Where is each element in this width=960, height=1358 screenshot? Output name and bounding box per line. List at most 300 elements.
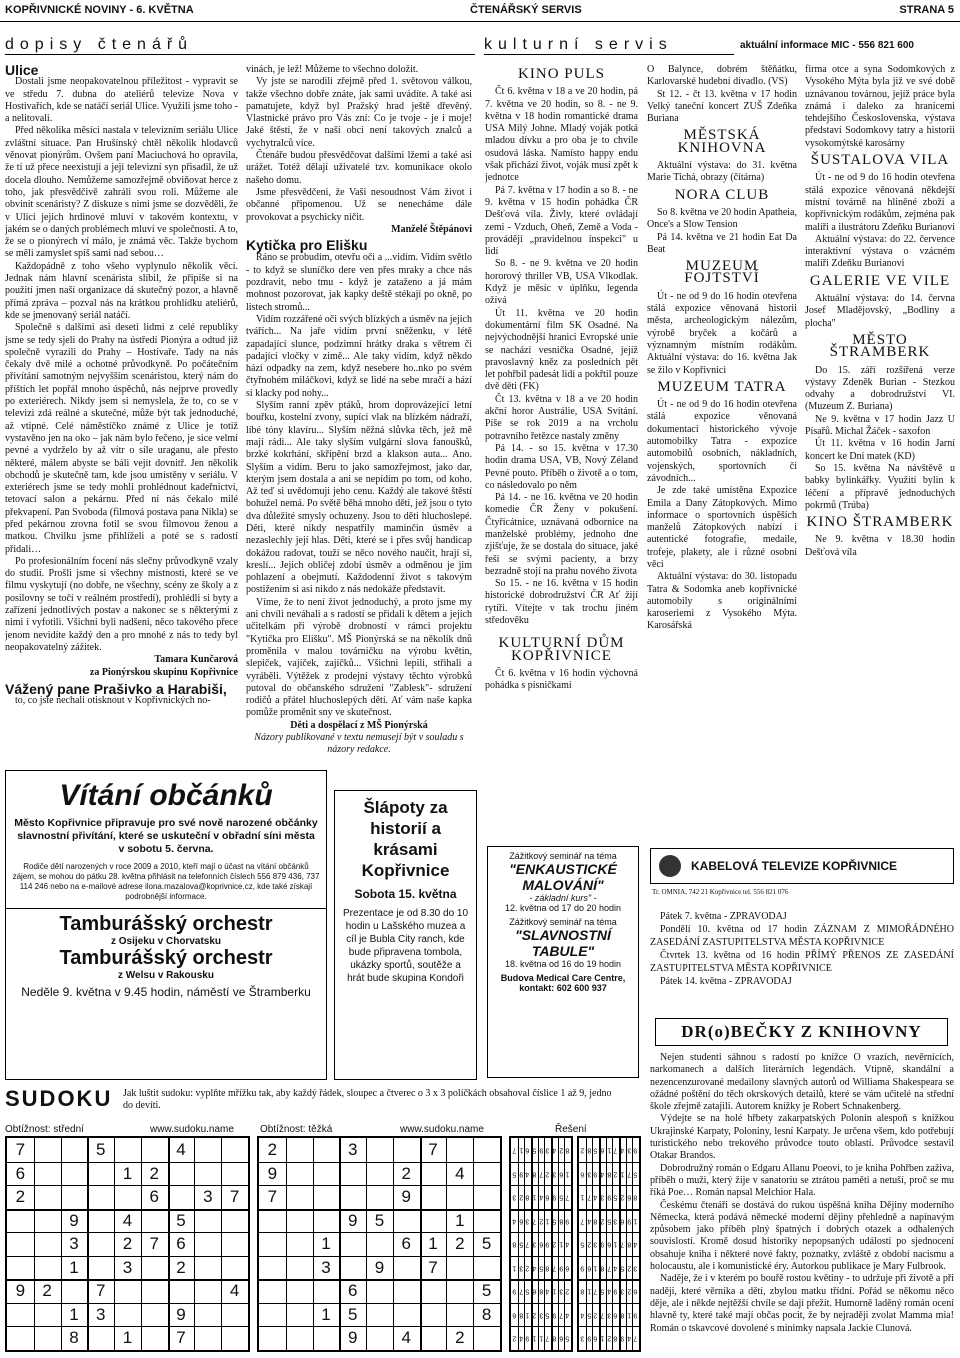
header-right: STRANA 5 bbox=[899, 4, 954, 16]
sudoku-cell: 8 bbox=[607, 1170, 611, 1178]
sudoku-cell: 4 bbox=[552, 1146, 557, 1154]
sudoku-cell: 6 bbox=[613, 1311, 618, 1319]
sudoku-cell: 3 bbox=[545, 1146, 550, 1154]
sudoku-cell: 2 bbox=[176, 1257, 186, 1277]
program-item: Pá 7. května v 17 hodin a so 8. - ne 9. května v 15 hodin pohádka ČR Dešťová víla. Živly, které ovládají zemi - Vzduch, Oheň, Země a Voda - provádějí „pravidelnou inspekci" u lidí bbox=[485, 184, 638, 258]
sudoku-cell: 2 bbox=[42, 1281, 52, 1301]
sudoku-cell: 4 bbox=[176, 1140, 186, 1159]
letter-signature-org: za Pionýrskou skupinu Kopřivnice bbox=[89, 666, 238, 678]
drobecky-paragraph: Dobrodružný román o Edgaru Allanu Poeovi, to je kniha Pohřben zaživa, příběh o muži, který žije v sanatoriu se ztrátou paměti a netuší, proč se mu říká Poe… Román napsal Melchior Hala. bbox=[650, 1162, 954, 1199]
tambura-origin-2: z Welsu v Rakousku bbox=[118, 970, 214, 981]
sudoku-cell: 4 bbox=[627, 1334, 631, 1342]
sudoku-cell: 7 bbox=[428, 1257, 438, 1277]
sudoku-cell: 9 bbox=[374, 1257, 385, 1277]
sudoku-cell: 8 bbox=[633, 1193, 638, 1201]
sudoku-cell: 4 bbox=[229, 1281, 240, 1301]
vila-title: ŠUSTALOVA VILA bbox=[810, 152, 950, 169]
sudoku-cell: 3 bbox=[627, 1146, 631, 1154]
sudoku-cell: 3 bbox=[593, 1240, 598, 1248]
sudoku-cell: 2 bbox=[552, 1240, 557, 1248]
tambura-origin-1: z Osijeku v Chorvatsku bbox=[110, 936, 222, 947]
slapoty-title: Šlápoty za historií a krásami Kopřivnice bbox=[361, 798, 450, 880]
sudoku-cell: 3 bbox=[539, 1311, 543, 1319]
sudoku-cell: 5 bbox=[593, 1146, 598, 1154]
letter-paragraph: Vy jste se narodili zřejmě před 1. světovou válkou, takže všechno dobře znáte, jak sami uvádíte. A také asi pamatujete, když byl Pražský hrad ještě dřevěný. Vlastnické právo pro Vás zní: Co je tvoje - je i moje! Jaké štěstí, že v naší obci není takových znalců a vychytralců více. bbox=[246, 76, 472, 149]
vitani-subtitle: Město Kopřivnice připravuje pro své nově narozené občánky slavnostní přivítání, které se uskuteční v obřadní síni města v sobotu 5. června. bbox=[14, 817, 318, 855]
sudoku-cell: 9 bbox=[539, 1146, 543, 1154]
sudoku-cell: 6 bbox=[620, 1217, 625, 1225]
sudoku-instructions: Jak luštit sudoku: vyplňte mřížku tak, aby každý řádek, sloupec a čtverec o 3 x 3 políčkách obsahoval číslice 1 až 9, jedno do devíti. bbox=[123, 1088, 612, 1111]
sudoku-cell: 6 bbox=[633, 1287, 638, 1295]
sudoku-1-site: www.sudoku.name bbox=[150, 1124, 234, 1135]
program-item: Út 11. května v 16 hodin Jarní koncert ke Dni matek (KD) bbox=[805, 438, 955, 462]
sudoku-cell: 6 bbox=[15, 1163, 26, 1183]
sudoku-cell: 8 bbox=[620, 1311, 625, 1319]
sudoku-cell: 1 bbox=[627, 1311, 631, 1319]
sudoku-cell: 9 bbox=[633, 1311, 638, 1319]
sudoku-cell: 6 bbox=[580, 1170, 585, 1178]
seminar-label-2: Zážitkový seminář na téma bbox=[509, 917, 617, 927]
sudoku-cell: 1 bbox=[519, 1146, 523, 1154]
services-column-3 bbox=[805, 64, 955, 814]
sudoku-cell: 5 bbox=[95, 1140, 106, 1159]
sudoku-cell: 1 bbox=[512, 1264, 517, 1272]
sudoku-cell: 4 bbox=[519, 1334, 523, 1342]
program-item: Ne 9. května v 17 hodin Jazz U Písařů. Michal Žáček - saxofon bbox=[805, 413, 955, 438]
letter-signature: Manželé Štěpánovi bbox=[391, 223, 472, 235]
sudoku-cell: 9 bbox=[267, 1163, 278, 1183]
sudoku-cell: 9 bbox=[587, 1334, 591, 1342]
sudoku-grid-medium[interactable] bbox=[5, 1136, 250, 1352]
sudoku-cell: 6 bbox=[627, 1193, 631, 1201]
sudoku-cell: 1 bbox=[633, 1217, 638, 1225]
header-center: ČTENÁŘSKÝ SERVIS bbox=[470, 4, 582, 16]
sudoku-title: SUDOKU bbox=[5, 1086, 113, 1111]
seminar-title-2: "SLAVNOSTNÍ TABULE" bbox=[515, 927, 611, 959]
sudoku-cell: 9 bbox=[593, 1170, 598, 1178]
sudoku-cell: 2 bbox=[532, 1311, 537, 1319]
sudoku-cell: 6 bbox=[593, 1334, 598, 1342]
program-item: So 15. - ne 16. května v 15 hodin historické dobrodružství ČR Ať žijí rytíři. Vítejte v tak trochu jiném středověku bbox=[485, 578, 638, 627]
sudoku-cell: 6 bbox=[519, 1217, 523, 1225]
letter-paragraph: Jsme přesvědčeni, že Vaši nesoudnost Vám život i občanné připomenou. Už se nenecháme dále provokovat a psychicky ničit. bbox=[246, 186, 472, 223]
sudoku-cell: 4 bbox=[633, 1240, 638, 1248]
sudoku-cell: 2 bbox=[587, 1240, 591, 1248]
sudoku-cell: 6 bbox=[149, 1187, 159, 1207]
sudoku-cell: 3 bbox=[69, 1234, 79, 1254]
program-item: firma otce a syna Sodomkových z Vysokého Mýta byla již ve své době uznávanou továrnou, jejíž práce byla známá i daleko za hranicemi tehdejšího Československa, výstava představí Sodomkovy tatry a historii vysokomýtské karosárny bbox=[805, 64, 955, 149]
sudoku-cell: 4 bbox=[613, 1264, 618, 1272]
sudoku-cell: 7 bbox=[95, 1281, 106, 1301]
program-item: Út - ne od 9 do 16 hodin otevřena stálá expozice věnovaná historii města, archeologickým nálezům, výrobě bryček a kočárů a významným místním rodákům. Aktuální výstava: do 16. května Jak se žilo v Kopřivnici bbox=[647, 290, 797, 376]
sudoku-cell: 1 bbox=[565, 1170, 570, 1178]
sudoku-cell: 6 bbox=[565, 1264, 570, 1272]
sudoku-cell: 4 bbox=[620, 1146, 625, 1154]
sudoku-cell: 3 bbox=[519, 1264, 523, 1272]
program-item: Aktuální výstava: do 30. listopadu Tatra & Sodomka aneb kopřivnické automobily s originálními karoseriemi z Vysokého Mýta. Karosářská bbox=[647, 571, 797, 632]
sudoku-cell: 5 bbox=[600, 1287, 605, 1295]
fojtstvi-title: MUZEUM FOJTSTVÍ bbox=[684, 258, 760, 287]
ad-vitani-obcanku bbox=[5, 770, 327, 1080]
sudoku-cell: 8 bbox=[525, 1193, 530, 1201]
sudoku-cell: 6 bbox=[545, 1193, 550, 1201]
program-item: Aktuální výstava: do 14. června Josef Mladějovský, „Bodliny a plocha" bbox=[805, 293, 955, 329]
sudoku-cell: 6 bbox=[532, 1287, 537, 1295]
sudoku-cell: 8 bbox=[69, 1328, 79, 1348]
sudoku-cell: 1 bbox=[552, 1287, 557, 1295]
sudoku-cell: 6 bbox=[600, 1146, 605, 1154]
sudoku-2-difficulty: Obtížnost: těžká bbox=[260, 1124, 333, 1135]
sudoku-cell: 6 bbox=[347, 1281, 358, 1301]
services-column-2 bbox=[647, 64, 797, 842]
sudoku-cell: 8 bbox=[587, 1146, 591, 1154]
letter-heading-3: Kytička pro Elišku bbox=[246, 237, 368, 254]
sudoku-cell: 1 bbox=[580, 1193, 585, 1201]
letter-paragraph: Slyším ranní zpěv ptáků, hrom doprovázející letní bouřku, kostelní zvony, supící vlak na blízkém nádraží, líbé tóny klavíru... Slyším něžná slůvka těch, jež mě mají rádi... Ale taky slyším vulgární slova fanoušků, brzké kokrhání, skřípění brzd a klakson auta... Ano. Slyším a vidím. Beru to jako samozřejmost, jako dar, kterým jsem dostala a ani se nepídím po tom, od koho. Až teď si uvědomuji jeho cenu. Každý ale takové štěstí bohužel nemá. Po světě běhá mnoho dětí, jež jsou o tyto dva důležité smysly ochuzeny. Jsou to děti hluchoslepé. Děti, které nikdy nespatřily maminčin úsměv a nezaslechly její hlas. Děti, které se i přes svůj handicap dokážou radovat, touží se něco nového naučit, hrají si, kreslí... Jejich obličej zdobí úsměv a odměnou je jim pohlazení a obejmutí. Každodenní život s takovým postižením si asi nikdo z nás nedokáže představit. bbox=[246, 400, 472, 596]
program-item: Pá 14. - so 15. května v 17.30 hodin drama USA, VB, Nový Zéland Pevné pouto. Příběh o životě a o tom, co následovalo po něm bbox=[485, 442, 638, 491]
sudoku-cell: 3 bbox=[607, 1311, 611, 1319]
sudoku-grid-hard[interactable] bbox=[257, 1136, 502, 1352]
sudoku-cell: 3 bbox=[525, 1217, 530, 1225]
sudoku-cell: 8 bbox=[552, 1334, 557, 1342]
sudoku-cell: 9 bbox=[347, 1328, 358, 1348]
sudoku-cell: 4 bbox=[545, 1287, 550, 1295]
letters-column-1 bbox=[5, 64, 238, 764]
sudoku-cell: 1 bbox=[593, 1264, 598, 1272]
sudoku-cell: 5 bbox=[559, 1193, 563, 1201]
sudoku-cell: 8 bbox=[532, 1170, 537, 1178]
sudoku-cell: 9 bbox=[176, 1304, 186, 1324]
sudoku-cell: 2 bbox=[455, 1328, 465, 1348]
sudoku-cell: 5 bbox=[633, 1170, 638, 1178]
sudoku-cell: 1 bbox=[620, 1170, 625, 1178]
letter-paragraph: Dostali jsme neopakovatelnou příležitost - vypravit se ve středu 7. dubna do ateliérů televize Nova v Hostivařích, kde se natáčí seriál Ulice. Využili jsme toho - a nelitovali. bbox=[5, 76, 238, 125]
sudoku-cell: 1 bbox=[122, 1328, 133, 1348]
sudoku-cell: 9 bbox=[552, 1311, 557, 1319]
seminar-label: Zážitkový seminář na téma bbox=[509, 851, 617, 861]
sudoku-cell: 7 bbox=[428, 1140, 438, 1159]
sudoku-cell: 5 bbox=[587, 1311, 591, 1319]
sudoku-cell: 2 bbox=[620, 1193, 625, 1201]
sudoku-cell: 1 bbox=[539, 1334, 543, 1342]
sudoku-2-site: www.sudoku.name bbox=[400, 1124, 484, 1135]
letter-paragraph: Společně s dalšími asi deseti lidmi z celé republiky jsme se tedy sjeli do Prahy na ústředí Pionýra a odtud již společně vyrazili do Prahy – Hostivaře. Tady na nás čekaly dvě milé a ochotné průvodkyně. Po počátečním přivítání samotným nejvyšším scenáristou, který nám do příštích let popřál mnoho úspěchů, nás nejprve provedly po exteriérech. Nikdy jsem si nemyslela, že to, co se v televizi zdá reálné a skutečné, může být tak jednoduché, až vtipné. Celé náměstíčko známé z Ulice je totiž vystavěno jen na oko – jak nám bylo řečeno, je sice velmi pevné a vydrželo by až vítr o síle uraganu, ale přesto některé, málem abyste se báli vejít dovnitř. Jen několik obchodů je skutečně tam, kde jsou umístěny v seriálu. V exteriérech jsme se tedy mohli prohlédnout kadeřnictví, tetovací salon a pekárnu. Před ní nás čekalo milé překvapení. Pan Svoboda (filmová postava pana Nikla) se před pekárnou zrovna fotil se svou filmovou ženou a matkou. Chvilku jsme přihlíželi a poté se s radostí přidali… bbox=[5, 322, 238, 555]
sudoku-cell: 7 bbox=[565, 1193, 570, 1201]
sudoku-cell: 7 bbox=[532, 1217, 537, 1225]
sudoku-cell: 5 bbox=[545, 1311, 550, 1319]
letter-paragraph: Každopádně z toho všeho vyplynulo několik věcí. Jednak nám hlavní scenárista slíbil, že připíše si na použití jmen naší organizace dá skutečný pozor, a hlavně přímá zpráva – pozval nás na krátkou prohlídku ateliérů, kde se jmenovaný seriál natáčí. bbox=[5, 260, 238, 321]
program-item: O Balynce, dobrém štěňátku, Karlovarské hudební divadlo. (VS) bbox=[647, 64, 797, 88]
drobecky-paragraph: Nejen studenti sáhnou s radostí po knížce O vrazích, nevěrnících, narkomanech a dalších literárních legendách. Vtipně, skandální a nezencenzurované medailony slavných autorů od Williama Shakespeara se ožádné poštění do těch okrskových detailů, které se vám učitelé na střední škole zřejmě zatajili. Autorem knížky je Robert Schnakenberg. bbox=[650, 1052, 954, 1113]
sudoku-cell: 9 bbox=[69, 1210, 79, 1230]
sudoku-cell: 1 bbox=[613, 1240, 618, 1248]
sudoku-cell: 6 bbox=[607, 1240, 611, 1248]
sudoku-cell: 1 bbox=[607, 1146, 611, 1154]
sudoku-cell: 7 bbox=[633, 1334, 638, 1342]
program-item: Aktuální výstava: do 22. července interaktivní výstava o vzácném malíři Zdeňku Burianovi bbox=[805, 233, 955, 270]
program-item: Út - ne od 9 do 16 hodin otevřena stálá expozice věnovaná někdejší místní továrně na hliněné zboží a kopřivnickým rodákům, zejména pak malíři a ilustrátoru Zdeňku Burianovi bbox=[805, 172, 955, 233]
letter-paragraph: Před několika měsíci nastala v televizním seriálu Ulice zvláštní situace. Pan Hrušínský chtěl několik hlodavců věnovat pionýrům. Ovšem paní Maciuchová ho opravila, že tí už přece neexistují a její televizní syn přisadil, že už docela dlouho. Nemůžeme samozřejmě obviňovat herce z toho, jak přesvědčivě zahráli svou roli. Můžeme ale obvinit scenáristy? Z diskuze s nimi jsme se dozvěděli, že v Ulici jejich hrdinové mluví v takovém kontextu, v jakém se o daných problémech mluví ve společnosti. A to, že se o pionýrech ví málo, je známá věc. Takže bychom se měli zamyslet spíš sami nad sebou… bbox=[5, 125, 238, 260]
sudoku-cell: 1 bbox=[455, 1210, 465, 1230]
sudoku-cell: 1 bbox=[122, 1163, 133, 1183]
sudoku-cell: 4 bbox=[539, 1193, 543, 1201]
kts-item: Pátek 7. května - ZPRAVODAJ bbox=[660, 911, 787, 922]
sudoku-cell: 8 bbox=[580, 1287, 585, 1295]
sudoku-cell: 2 bbox=[149, 1163, 159, 1183]
ad-slapoty bbox=[334, 790, 477, 1080]
sudoku-cell: 7 bbox=[519, 1287, 523, 1295]
sudoku-cell: 3 bbox=[580, 1334, 585, 1342]
sudoku-cell: 1 bbox=[587, 1287, 591, 1295]
sudoku-cell: 4 bbox=[532, 1264, 537, 1272]
sudoku-cell: 7 bbox=[229, 1187, 240, 1207]
services-section-title: kulturní servis bbox=[484, 36, 734, 55]
sudoku-cell: 8 bbox=[519, 1311, 523, 1319]
sudoku-cell: 7 bbox=[607, 1264, 611, 1272]
sudoku-cell: 1 bbox=[428, 1234, 438, 1254]
program-item: Čt 6. května v 18 a ve 20 hodin, pá 7. května ve 20 hodin, so 8. - ne 9. května v 18 hodin romantické drama USA Milý Johne. Mladý voják potká mladou dívku a pro oba je to chvíle osudová láska. Namísto happy endu však přichází život, voják musí zpět k jednotce bbox=[485, 86, 638, 184]
sudoku-cell: 3 bbox=[600, 1193, 605, 1201]
sudoku-cell: 7 bbox=[552, 1264, 557, 1272]
galerie-title: GALERIE VE VILE bbox=[809, 272, 951, 289]
sudoku-cell: 9 bbox=[519, 1170, 523, 1178]
program-item: So 8. - ne 9. května ve 20 hodin hororový thriller VB, USA Vlkodlak. Když je měsíc v úplňku, legenda ožívá bbox=[485, 258, 638, 307]
mic-info: aktuální informace MIC - 556 821 600 bbox=[740, 40, 914, 51]
sudoku-cell: 6 bbox=[176, 1234, 186, 1254]
sudoku-cell: 7 bbox=[149, 1234, 159, 1254]
sudoku-cell: 1 bbox=[600, 1334, 605, 1342]
sudoku-cell: 9 bbox=[559, 1264, 563, 1272]
kts-item: Pondělí 10. května od 17 hodin ZÁZNAM Z MIMOŘÁDNÉHO ZASEDÁNÍ ZASTUPITELSTVA MĚSTA KOPŘIVNICE bbox=[650, 924, 954, 948]
sudoku-cell: 3 bbox=[532, 1240, 537, 1248]
sudoku-cell: 2 bbox=[593, 1311, 598, 1319]
kts-contact: Tr. OMNIA, 742 21 Kopřivnice tel. 556 821 076 bbox=[652, 888, 789, 896]
kts-logo-text: KABELOVÁ TELEVIZE KOPŘIVNICE bbox=[691, 859, 898, 873]
sudoku-cell: 7 bbox=[593, 1287, 598, 1295]
program-item: Pá 14. - ne 16. května ve 20 hodin komedie ČR Ženy v pokušení. Čtyřicátnice, uznávaná odbornice na manželské problémy, jednoho dne zjišťuje, že se dostala do situace, jaké řeší se svými pacienty, a brzy bezradně stojí na prahu nového života bbox=[485, 492, 638, 577]
sudoku-cell: 2 bbox=[525, 1264, 530, 1272]
sudoku-solution-1 bbox=[509, 1136, 573, 1352]
vitani-title: Vítání občánků bbox=[59, 779, 273, 812]
page-header bbox=[0, 0, 960, 22]
drobecky-paragraph: Českému čtenáři se dostává do rukou úspěšná kniha Dějiny moderního Německa, která podává německé moderní dějiny přehledně a napínavým způsobem jako příběh plný špatných i dobrých otazek a odhalených souvislostí. Kromě dosud historiky nepopsaných událostí po sjednocení obsahuje kniha i některé nové fakty, poznatky, zvláště z období nacismu a holocaustu, ale i komunistické éry. Autorkou publikace je Mary Fulbrook. bbox=[650, 1199, 954, 1273]
letter-signature: Děti a dospělací z MŠ Pionýrská bbox=[290, 719, 428, 731]
sudoku-cell: 2 bbox=[627, 1287, 631, 1295]
program-item: So 15. května Na návštěvě u babky bylinkářky. Využití bylin k léčení a přípravě jednoduchých pokrmů (Trúba) bbox=[805, 462, 955, 511]
sudoku-cell: 4 bbox=[565, 1311, 570, 1319]
kts-item: Pátek 14. května - ZPRAVODAJ bbox=[660, 976, 792, 987]
sudoku-cell: 2 bbox=[512, 1334, 517, 1342]
sudoku-cell: 2 bbox=[559, 1146, 563, 1154]
sudoku-cell: 5 bbox=[552, 1217, 557, 1225]
sudoku-cell: 5 bbox=[481, 1234, 492, 1254]
letter-paragraph: Čtenáře budou přesvědčovat dalšími lžemi a také asi urážet. Totéž dělají uživatelé tzv. komunikace okolo našeho domu. bbox=[246, 150, 472, 186]
sudoku-solution-2 bbox=[577, 1136, 641, 1352]
sudoku-cell: 7 bbox=[600, 1311, 605, 1319]
sudoku-cell: 8 bbox=[512, 1240, 517, 1248]
sudoku-cell: 9 bbox=[15, 1281, 26, 1301]
sudoku-cell: 1 bbox=[532, 1334, 537, 1342]
sudoku-cell: 4 bbox=[580, 1311, 585, 1319]
program-item: Čt 6. května v 16 hodin výchovná pohádka s písničkami bbox=[485, 667, 638, 692]
seminar-title-1: "ENKAUSTICKÉ MALOVÁNÍ" bbox=[509, 861, 617, 893]
sudoku-cell: 6 bbox=[512, 1311, 517, 1319]
sudoku-cell: 8 bbox=[600, 1264, 605, 1272]
slapoty-text: Prezentace je od 8.30 do 10 hodin u Lašského muzea a cíl je Bubla City ranch, kde bude připravena tombola, ukázky sportů, soutěže a hrát bude skupina Kondoři bbox=[342, 908, 469, 984]
stramberk-title: MĚSTO ŠTRAMBERK bbox=[829, 331, 931, 361]
sudoku-cell: 3 bbox=[559, 1287, 563, 1295]
sudoku-cell: 6 bbox=[587, 1264, 591, 1272]
sudoku-cell: 6 bbox=[525, 1146, 530, 1154]
sudoku-cell: 1 bbox=[525, 1311, 530, 1319]
seminar-date-2: 18. května od 16 do 19 hodin bbox=[504, 959, 622, 969]
sudoku-cell: 9 bbox=[545, 1240, 550, 1248]
sudoku-cell: 2 bbox=[627, 1264, 631, 1272]
nora-title: NORA CLUB bbox=[674, 186, 770, 203]
sudoku-cell: 9 bbox=[600, 1240, 605, 1248]
header-left: KOPŘIVNICKÉ NOVINY - 6. KVĚTNA bbox=[5, 4, 194, 16]
sudoku-cell: 5 bbox=[532, 1146, 537, 1154]
sudoku-cell: 2 bbox=[539, 1217, 543, 1225]
sudoku-cell: 5 bbox=[580, 1240, 585, 1248]
kts-logo-icon bbox=[659, 855, 681, 877]
sudoku-cell: 7 bbox=[627, 1170, 631, 1178]
sudoku-cell: 2 bbox=[565, 1287, 570, 1295]
sudoku-cell: 4 bbox=[593, 1193, 598, 1201]
sudoku-cell: 9 bbox=[627, 1217, 631, 1225]
sudoku-1-difficulty: Obtížnost: střední bbox=[5, 1124, 84, 1135]
kino-stramberk-title: KINO ŠTRAMBERK bbox=[806, 514, 954, 531]
sudoku-cell: 9 bbox=[613, 1287, 618, 1295]
services-column-1 bbox=[485, 64, 638, 824]
sudoku-cell: 3 bbox=[613, 1217, 618, 1225]
sudoku-cell: 8 bbox=[613, 1334, 618, 1342]
sudoku-cell: 8 bbox=[565, 1146, 570, 1154]
sudoku-cell: 4 bbox=[455, 1163, 465, 1183]
sudoku-cell: 6 bbox=[401, 1234, 411, 1254]
sudoku-cell: 4 bbox=[565, 1240, 570, 1248]
sudoku-cell: 9 bbox=[607, 1193, 611, 1201]
sudoku-cell: 7 bbox=[525, 1240, 530, 1248]
sudoku-cell: 9 bbox=[347, 1210, 358, 1230]
tambura-title-2: Tamburášský orchestr bbox=[59, 947, 273, 969]
ad-seminar bbox=[487, 846, 639, 1078]
kts-item: Čtvrtek 13. května od 16 hodin PŘÍMÝ PŘENOS ZE ZASEDÁNÍ ZASTUPITELSTVA MĚSTA KOPŘIVNICE bbox=[650, 950, 954, 974]
program-item: Pá 14. května ve 21 hodin Eat Da Beat bbox=[647, 231, 797, 255]
letter-heading-2: Vážený pane Prašivko a Harabiši, bbox=[5, 680, 227, 697]
sudoku-cell: 2 bbox=[401, 1163, 411, 1183]
sudoku-cell: 8 bbox=[481, 1304, 492, 1324]
program-item: Út 11. května ve 20 hodin dokumentární film SK Osadné. Na nejvýchodnější hranici Evropské unie se nachází vesnička Osadné, jejíž pravoslavný kněz za posledních pět let pohřbil padesát lidí a pokřtil pouze dvě děti (FK) bbox=[485, 307, 638, 393]
sudoku-cell: 5 bbox=[620, 1264, 625, 1272]
kts-program bbox=[650, 910, 954, 1012]
sudoku-cell: 7 bbox=[267, 1187, 278, 1207]
sudoku-cell: 7 bbox=[176, 1328, 186, 1348]
sudoku-cell: 2 bbox=[519, 1193, 523, 1201]
sudoku-cell: 4 bbox=[587, 1217, 591, 1225]
sudoku-cell: 4 bbox=[607, 1287, 611, 1295]
drobecky-text bbox=[650, 1052, 954, 1352]
sudoku-cell: 9 bbox=[552, 1193, 557, 1201]
letter-paragraph: Vidím rozzářené oči svých blízkých a úsměv na jejich tvářích... Na jaře vidím první sněženku, v létě zapadající slunce, podzimní hrátky draka s větrem či padající vločky v zimě... Ale taky vidím, když někdo hází odpadky na zem, když nesebere ho..nko po svém čtyřnohém miláčkovi, když se lidé na sebe mračí a hází si klacky pod nohy... bbox=[246, 313, 472, 399]
editorial-note: Názory publikované v textu nemusejí být v souladu s názory redakce. bbox=[254, 732, 464, 756]
sudoku-cell: 9 bbox=[512, 1287, 517, 1295]
sudoku-cell: 3 bbox=[552, 1170, 557, 1178]
sudoku-cell: 8 bbox=[545, 1264, 550, 1272]
sudoku-cell: 9 bbox=[633, 1146, 638, 1154]
kd-title: KULTURNÍ DŮM KOPŘIVNICE bbox=[498, 635, 625, 664]
sudoku-cell: 1 bbox=[321, 1304, 331, 1324]
tambura-date: Neděle 9. května v 9.45 hodin, náměstí ve Štramberku bbox=[21, 985, 311, 999]
tatra-title: MUZEUM TATRA bbox=[657, 378, 787, 395]
sudoku-cell: 3 bbox=[95, 1304, 106, 1324]
sudoku-cell: 9 bbox=[620, 1334, 625, 1342]
sudoku-cell: 4 bbox=[512, 1217, 517, 1225]
sudoku-cell: 7 bbox=[620, 1240, 625, 1248]
sudoku-cell: 5 bbox=[347, 1304, 358, 1324]
sudoku-cell: 5 bbox=[176, 1210, 186, 1230]
sudoku-cell: 8 bbox=[539, 1287, 543, 1295]
sudoku-cell: 5 bbox=[374, 1210, 385, 1230]
sudoku-cell: 2 bbox=[600, 1217, 605, 1225]
sudoku-cell: 1 bbox=[69, 1304, 79, 1324]
sudoku-cell: 1 bbox=[321, 1234, 331, 1254]
sudoku-cell: 4 bbox=[600, 1170, 605, 1178]
letter-paragraph: to, co jste nechali otisknout v Kopřivnických no- bbox=[15, 695, 211, 707]
kino-puls-title: KINO PULS bbox=[518, 66, 605, 82]
sudoku-cell: 4 bbox=[401, 1328, 411, 1348]
sudoku-cell: 6 bbox=[559, 1170, 563, 1178]
sudoku-cell: 2 bbox=[267, 1140, 278, 1159]
sudoku-cell: 7 bbox=[15, 1140, 26, 1159]
sudoku-cell: 1 bbox=[69, 1257, 79, 1277]
sudoku-cell: 8 bbox=[627, 1240, 631, 1248]
letter-paragraph: vinách, je lež! Můžeme to všechno doložit. bbox=[246, 64, 419, 75]
vitani-details: Rodiče dětí narozených v roce 2009 a 2010, kteří mají o účast na vítání občánků zájem, se mohou do pátku 28. května přihlásit na telefonních číslech 556 879 436, 737 114 246 nebo na e-mailové adrese ilona.mazalova@koprivnice.cz, kde také získají podrobnější informace. bbox=[12, 862, 320, 901]
sudoku-cell: 9 bbox=[401, 1187, 411, 1207]
program-item: So 8. května ve 20 hodin Apatheia, Once's a Slow Tension bbox=[647, 206, 797, 231]
seminar-subtitle: - základní kurs" - bbox=[529, 893, 597, 903]
sudoku-cell: 3 bbox=[203, 1187, 213, 1207]
sudoku-cell: 4 bbox=[525, 1170, 530, 1178]
program-item: Čt 13. května v 18 a ve 20 hodin akční horor Austrálie, USA Svítání. Píše se rok 2019 a na vrcholu potravního řetězce nastaly změny bbox=[485, 393, 638, 442]
sudoku-cell: 5 bbox=[481, 1281, 492, 1301]
sudoku-cell: 1 bbox=[559, 1240, 563, 1248]
sudoku-cell: 7 bbox=[545, 1334, 550, 1342]
sudoku-cell: 8 bbox=[559, 1217, 563, 1225]
sudoku-cell: 1 bbox=[545, 1217, 550, 1225]
letter-signature: Tamara Kunčarová bbox=[154, 654, 238, 666]
sudoku-cell: 7 bbox=[587, 1193, 591, 1201]
solution-label: Řešení bbox=[555, 1124, 587, 1135]
sudoku-cell: 3 bbox=[122, 1257, 133, 1277]
letter-paragraph: Víme, že to není život jednoduchý, a proto jsme my ani chvíli neváhali a s radostí se přidali k dětem a jejich učitelkám při výrobě drobností v rámci projektu "Kytička pro Elišku". MŠ Pionýrská se na několik dnů proměnila v malou továrničku na výrobu květin, slepiček, vajíček, zajíčků... Všichni lepili, střihali a vyráběli. Výtěžek z prodejní výstavy těchto výrobků putoval do občanského sdružení "Zablesk"- sdružení rodičů a přátel hluchoslepých dětí. Ať vám naše kapka pomůže proměnit sny ve skutečnost. bbox=[246, 596, 472, 719]
sudoku-cell: 1 bbox=[532, 1193, 537, 1201]
sudoku-cell: 2 bbox=[15, 1187, 26, 1207]
sudoku-cell: 5 bbox=[607, 1217, 611, 1225]
letter-heading: Ulice bbox=[5, 64, 39, 78]
tambura-title: Tamburášský orchestr bbox=[59, 913, 273, 935]
sudoku-cell: 7 bbox=[580, 1217, 585, 1225]
knihovna-title: MĚSTSKÁ KNIHOVNA bbox=[677, 127, 767, 156]
program-item: Ne 9. května v 18.30 hodin Dešťová víla bbox=[805, 534, 955, 558]
sudoku-cell: 5 bbox=[565, 1334, 570, 1342]
sudoku-cell: 6 bbox=[539, 1240, 543, 1248]
sudoku-cell: 8 bbox=[593, 1217, 598, 1225]
sudoku-cell: 3 bbox=[512, 1193, 517, 1201]
sudoku-cell: 9 bbox=[580, 1264, 585, 1272]
sudoku-cell: 2 bbox=[607, 1334, 611, 1342]
